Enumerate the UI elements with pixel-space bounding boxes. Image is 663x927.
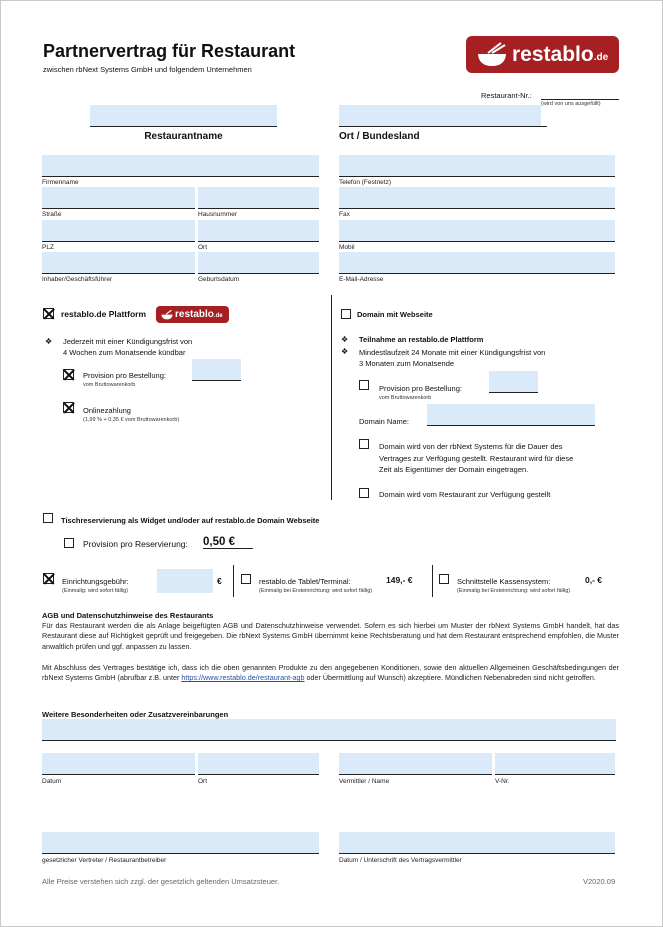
domain-option2-text: Domain wird vom Restaurant zur Verfügung gestellt xyxy=(379,490,551,499)
domain-option1-text: Domain wird von der rbNext Systems für die Dauer des Vertrages zur Verfügung gestellt. Restaurant wird für diese Zeit als Eigentümer der Domain eingetragen. xyxy=(379,442,574,474)
provision-note: vom Bruttowarenkorb xyxy=(83,382,136,388)
location-label: Ort / Bundesland xyxy=(339,131,420,142)
restaurant-nr-field[interactable] xyxy=(541,99,619,100)
right-bullet1: Teilnahme an restablo.de Plattform xyxy=(359,335,484,344)
provision-field[interactable] xyxy=(192,359,241,381)
tablet-checkbox[interactable] xyxy=(241,574,251,584)
geburtsdatum-label: Geburtsdatum xyxy=(198,276,240,283)
agb-confirmation: Mit Abschluss des Vertrages bestätige ich, dass ich die oben genannten Produkte zu den angegebenen Konditionen, sowie den aktuellen Allgemeinen Geschäftsbedingungen der rbNext Systems GmbH (abrufbar z.B. unter https://www.restablo.de/restaurant-agb oder Übermittlung auf Wunsch) akzeptiere. Mündlichen Nebenabreden sind nicht getroffen. xyxy=(42,663,619,683)
strasse-label: Straße xyxy=(42,211,62,218)
setup-fee-checkbox[interactable] xyxy=(43,573,54,584)
datum-label: Datum xyxy=(42,778,62,785)
pos-interface-label: Schnittstelle Kassensystem: xyxy=(457,577,551,586)
tablet-label: restablo.de Tablet/Terminal: xyxy=(259,577,351,586)
extras-title: Weitere Besonderheiten oder Zusatzvereinbarungen xyxy=(42,710,229,719)
left-bullet-text: Jederzeit mit einer Kündigungsfrist von 4 Wochen zum Monatsende kündbar xyxy=(63,337,193,357)
vertreter-signature-field[interactable] xyxy=(42,832,319,854)
reservation-provision-value: 0,50 € xyxy=(203,536,253,549)
strasse-field[interactable] xyxy=(42,187,195,209)
vnr-field[interactable] xyxy=(495,753,615,775)
right-bullet2: Mindestlaufzeit 24 Monate mit einer Kündigungsfrist von 3 Monaten zum Monatsende xyxy=(359,348,546,368)
domain-title: Domain mit Webseite xyxy=(357,310,433,319)
platform-checkbox[interactable] xyxy=(43,308,54,319)
domain-checkbox[interactable] xyxy=(341,309,351,319)
tablet-value: 149,- € xyxy=(386,575,413,585)
bullet-icon: ❖ xyxy=(45,337,53,346)
setup-fee-currency: € xyxy=(217,576,222,586)
extras-field[interactable] xyxy=(42,719,616,741)
page-title: Partnervertrag für Restaurant xyxy=(43,41,296,61)
badge-suffix: .de xyxy=(213,313,223,319)
domain-name-field[interactable] xyxy=(427,404,595,426)
unterschrift-label: Datum / Unterschrift des Vertragsvermittler xyxy=(339,857,462,864)
table-reservation-checkbox[interactable] xyxy=(43,513,53,523)
domain-provision-checkbox[interactable] xyxy=(359,380,369,390)
bullet-icon: ❖ xyxy=(341,335,349,344)
vermittler-signature-field[interactable] xyxy=(339,832,615,854)
restaurant-name-label: Restaurantname xyxy=(144,131,223,142)
email-field[interactable] xyxy=(339,252,615,274)
pos-interface-checkbox[interactable] xyxy=(439,574,449,584)
footer-note: Alle Preise verstehen sich zzgl. der gesetzlich geltenden Umsatzsteuer. xyxy=(42,877,280,886)
hausnummer-field[interactable] xyxy=(198,187,319,209)
provision-checkbox[interactable] xyxy=(63,369,74,380)
datum-field[interactable] xyxy=(42,753,195,775)
ort-field[interactable] xyxy=(198,220,319,242)
plz-field[interactable] xyxy=(42,220,195,242)
reservation-provision-label: Provision pro Reservierung: xyxy=(83,539,188,549)
domain-option2-checkbox[interactable] xyxy=(359,488,369,498)
fax-label: Fax xyxy=(339,211,350,218)
sign-ort-label: Ort xyxy=(198,778,208,785)
vnr-label: V-Nr. xyxy=(495,778,510,785)
pos-interface-value: 0,- € xyxy=(585,575,603,585)
sign-ort-field[interactable] xyxy=(198,753,319,775)
hausnummer-label: Hausnummer xyxy=(198,211,238,218)
online-payment-label: Onlinezahlung xyxy=(83,406,131,415)
setup-fee-label: Einrichtungsgebühr: xyxy=(62,577,129,586)
online-payment-note: (1,99 % + 0,35 € vom Bruttowarenkorb) xyxy=(83,417,180,423)
domain-provision-note: vom Bruttowarenkorb xyxy=(379,395,432,401)
restablo-logo xyxy=(466,36,619,73)
mobil-label: Mobil xyxy=(339,244,355,251)
bowl-icon xyxy=(159,308,175,322)
location-field[interactable] xyxy=(339,105,541,126)
platform-title: restablo.de Plattform xyxy=(61,309,147,319)
logo-suffix: .de xyxy=(593,52,609,63)
telefon-label: Telefon (Festnetz) xyxy=(339,179,392,186)
email-label: E-Mail-Adresse xyxy=(339,276,384,283)
restaurant-nr-label: Restaurant-Nr.: xyxy=(481,91,532,100)
setup-fee-note: (Einmalig: wird sofort fällig) xyxy=(62,588,129,594)
plz-label: PLZ xyxy=(42,244,54,251)
mobil-field[interactable] xyxy=(339,220,615,242)
restaurant-nr-note: (wird von uns ausgefüllt) xyxy=(541,101,601,107)
domain-option1-checkbox[interactable] xyxy=(359,439,369,449)
column-divider xyxy=(331,295,332,500)
footer-version: V2020.09 xyxy=(583,877,616,886)
domain-provision-field[interactable] xyxy=(489,371,538,393)
table-reservation-title: Tischreservierung als Widget und/oder auf restablo.de Domain Webseite xyxy=(61,516,320,525)
domain-name-label: Domain Name: xyxy=(359,417,410,426)
logo-text: restablo xyxy=(512,42,594,66)
inhaber-field[interactable] xyxy=(42,252,195,274)
agb-title: AGB und Datenschutzhinweise des Restaurants xyxy=(42,611,214,620)
inhaber-label: Inhaber/Geschäftsführer xyxy=(42,276,113,283)
tablet-note: (Einmalig bei Ersteinrichtung: wird sofort fällig) xyxy=(259,588,373,594)
reservation-provision-checkbox[interactable] xyxy=(64,538,74,548)
setup-fee-field[interactable] xyxy=(157,569,213,593)
agb-link[interactable]: https://www.restablo.de/restaurant-agb xyxy=(181,673,305,683)
bowl-icon xyxy=(472,40,512,70)
firmenname-label: Firmenname xyxy=(42,179,79,186)
vertreter-label: gesetzlicher Vertreter / Restaurantbetreiber xyxy=(42,857,167,864)
geburtsdatum-field[interactable] xyxy=(198,252,319,274)
vermittler-field[interactable] xyxy=(339,753,492,775)
vermittler-label: Vermittler / Name xyxy=(339,778,390,785)
online-payment-checkbox[interactable] xyxy=(63,402,74,413)
page-subtitle: zwischen rbNext Systems GmbH und folgendem Unternehmen xyxy=(43,65,252,74)
restaurant-name-field[interactable] xyxy=(90,105,277,126)
ort-label: Ort xyxy=(198,244,208,251)
bullet-icon: ❖ xyxy=(341,347,349,356)
firmenname-field[interactable] xyxy=(42,155,319,177)
domain-provision-label: Provision pro Bestellung: xyxy=(379,384,462,393)
agb-text: Für das Restaurant werden die als Anlage beigefügten AGB und Datenschutzhinweise verwendet. Sofern es sich hierbei um Muster der rbNext Systems GmbH handelt, hat das Restaurant diese auf Richtigkeit geprüft und freigegeben. Die rbNext Systems GmbH übernimmt keine Rechtsberatung und hat dem Restaurant entsprechend empfohlen, die Muster anwaltlich prüfen und ggf. anpassen zu lassen. xyxy=(42,621,619,651)
badge-text: restablo xyxy=(175,309,214,320)
telefon-field[interactable] xyxy=(339,155,615,177)
fax-field[interactable] xyxy=(339,187,615,209)
provision-label: Provision pro Bestellung: xyxy=(83,371,166,380)
platform-badge xyxy=(156,306,229,323)
pos-interface-note: (Einmalig bei Ersteinrichtung: wird sofort fällig) xyxy=(457,588,571,594)
